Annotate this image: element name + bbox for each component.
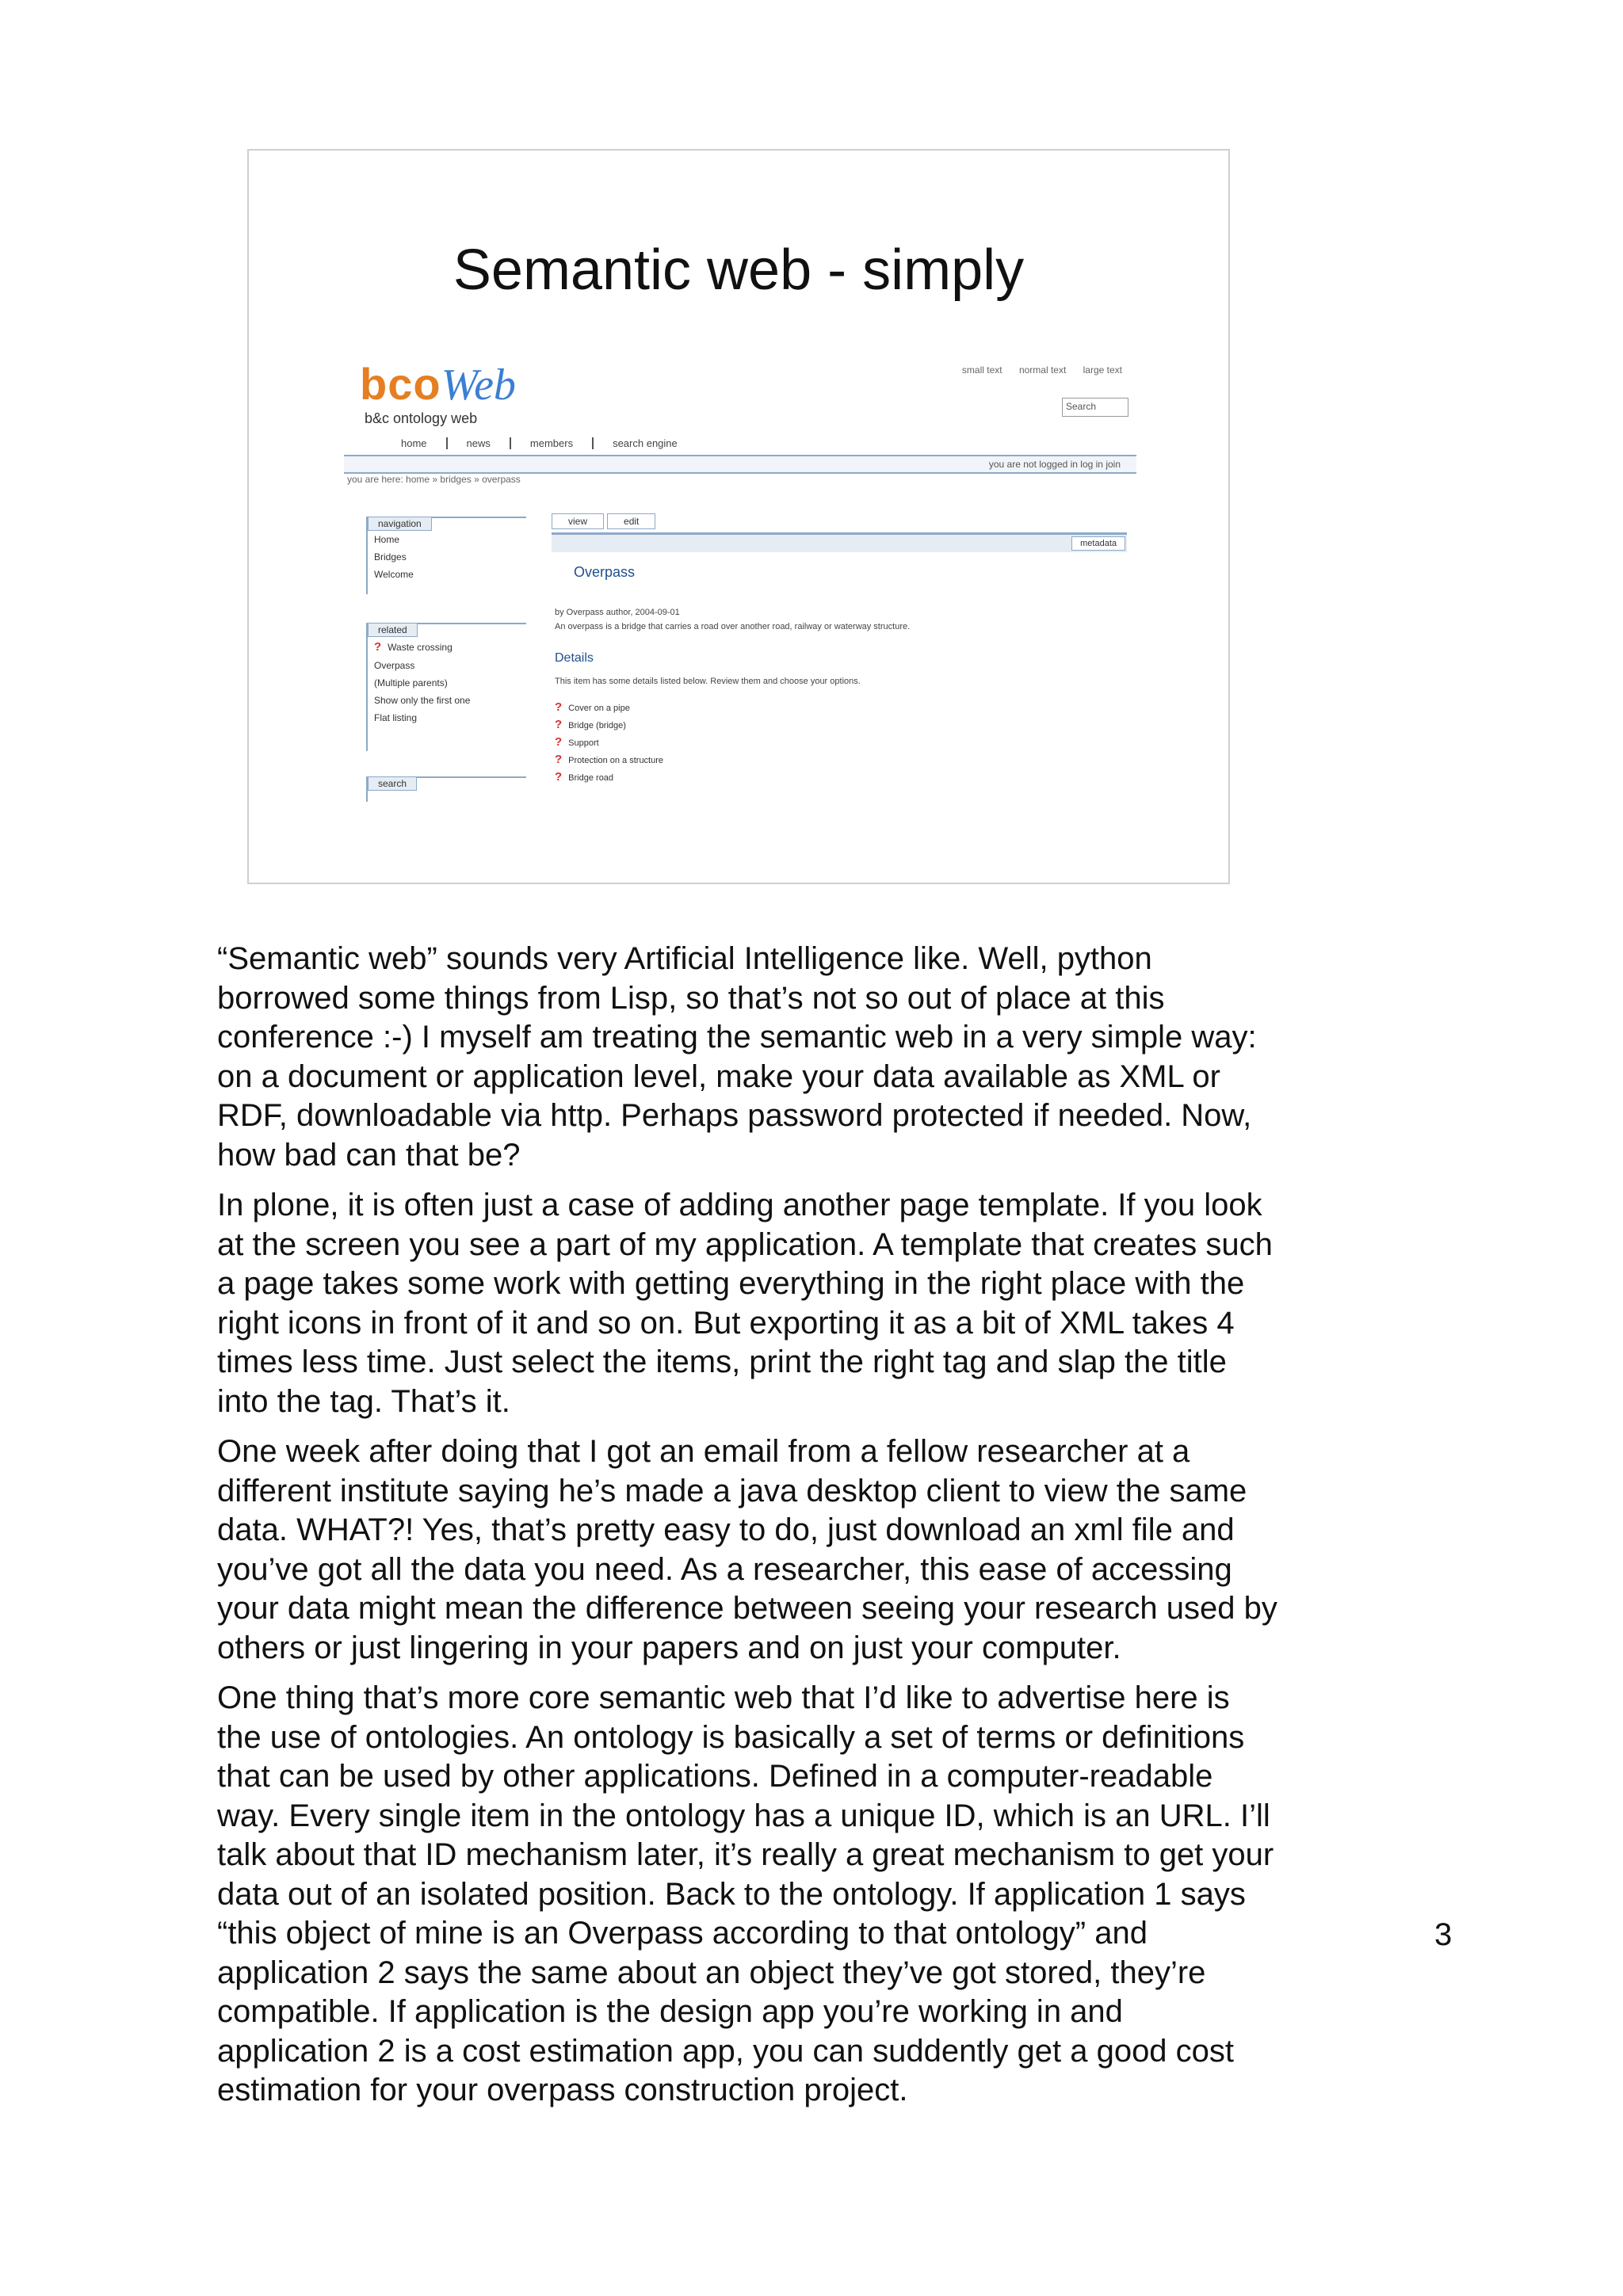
content-tabs	[552, 513, 655, 529]
paragraph: In plone, it is often just a case of adding another page template. If you look at the screen you see a part of my application. A template that creates such a page takes some work with getting everything in the right place with the right icons in front of it and so on. But exporting it as a bit of XML takes 4 times less time. Just select the items, print the right tag and slap the title into the tag. That’s it.	[217, 1188, 1273, 1419]
search-portlet	[366, 776, 526, 802]
slide-frame	[247, 149, 1230, 884]
question-icon: ?	[555, 753, 563, 766]
breadcrumb: you are here: home » bridges » overpass	[347, 474, 521, 485]
embedded-screenshot	[344, 358, 1136, 846]
question-icon: ?	[555, 700, 563, 714]
logo-bco-text: bco	[360, 359, 441, 409]
nav-tab-search[interactable]: search engine	[613, 437, 678, 449]
portlet-item[interactable]: ? Waste crossing	[374, 640, 453, 654]
nav-tab-news[interactable]: news	[448, 437, 511, 449]
content-desc-text: An overpass is a bridge that carries a road over another road, railway or waterway structure.	[555, 622, 911, 631]
portlet-header: search	[368, 776, 417, 791]
notes-body	[217, 940, 1279, 2122]
portlet-item[interactable]: Overpass	[374, 660, 415, 671]
paragraph: One thing that’s more core semantic web that I’d like to advertise here is the use of ontologies. An ontology is basically a set of terms or definitions that can be used by other applications. Defined in a computer-readable way. Every single item in the ontology has a unique ID, which is an URL. I’ll talk about that ID mechanism later, it’s really a great mechanism to get your data out of an isolated position. Back to the ontology. If application 1 says “this object of mine is an Overpass according to that ontology” and application 2 says the same about an object they’ve got stored, they’re compatible. If application is the design app you’re working in and application 2 is a cost estimation app, you can suddently get a good cost estimation for your overpass construction project.	[217, 1680, 1274, 2107]
portlet-item[interactable]: Welcome	[374, 569, 414, 580]
portlet-header: related	[368, 623, 418, 637]
nav-tab-home[interactable]: home	[382, 437, 448, 449]
portlet-item[interactable]: Flat listing	[374, 712, 418, 723]
content-title: Overpass	[574, 564, 636, 580]
search-button[interactable]: Search	[1062, 398, 1128, 417]
metadata-button[interactable]: metadata	[1071, 536, 1125, 551]
portlet-item[interactable]: Home	[374, 534, 400, 545]
question-icon: ?	[555, 718, 563, 731]
bcoweb-logo	[360, 358, 516, 410]
related-portlet	[366, 623, 526, 751]
nav-tab-members[interactable]: members	[511, 437, 594, 449]
logo-subtitle: b&c ontology web	[365, 410, 478, 426]
portlet-item[interactable]: Bridges	[374, 551, 407, 563]
logo-web-text: Web	[441, 360, 516, 410]
list-item[interactable]: ? Protection on a structure	[555, 753, 664, 766]
text-size-link[interactable]: small text	[961, 364, 1002, 376]
list-item[interactable]: ? Support	[555, 735, 599, 749]
text-size-link[interactable]: large text	[1083, 364, 1122, 376]
content-description	[555, 605, 1109, 634]
details-heading: Details	[555, 651, 594, 665]
list-item[interactable]: ? Bridge road	[555, 770, 614, 784]
content-meta: by Overpass author, 2004-09-01	[555, 608, 680, 617]
navigation-portlet	[366, 517, 526, 594]
portlet-header: navigation	[368, 517, 432, 531]
site-nav	[382, 437, 697, 449]
text-size-link[interactable]: normal text	[1018, 364, 1067, 376]
paragraph: One week after doing that I got an email from a fellow researcher at a different institute saying he’s made a java desktop client to view the same data. WHAT?! Yes, that’s pretty easy to do, just download an xml file and you’ve got all the data you need. As a researcher, this ease of accessing your data might mean the difference between seeing your research used by others or just lingering in your papers and on just your computer.	[217, 1434, 1277, 1665]
portlet-item[interactable]: Show only the first one	[374, 695, 471, 706]
list-item[interactable]: ? Bridge (bridge)	[555, 718, 626, 731]
details-note: This item has some details listed below. Review them and choose your options.	[555, 677, 861, 686]
user-bar: you are not logged in log in join	[344, 455, 1136, 474]
question-icon: ?	[555, 735, 563, 749]
relations-list	[555, 699, 663, 786]
slide-title: Semantic web - simply	[453, 238, 1025, 302]
page-number: 3	[1434, 1917, 1453, 1952]
tab-edit[interactable]: edit	[607, 513, 655, 529]
question-icon: ?	[555, 770, 563, 784]
question-icon: ?	[374, 640, 382, 654]
portlet-item: (Multiple parents)	[374, 677, 448, 688]
content-bar	[552, 532, 1127, 552]
tab-view[interactable]: view	[552, 513, 604, 529]
list-item[interactable]: ? Cover on a pipe	[555, 700, 630, 714]
paragraph: “Semantic web” sounds very Artificial Intelligence like. Well, python borrowed some things from Lisp, so that’s not so out of place at this conference :-) I myself am treating the semantic web in a very simple way: on a document or application level, make your data available as XML or RDF, downloadable via http. Perhaps password protected if needed. Now, how bad can that be?	[217, 941, 1257, 1173]
text-size-links	[948, 364, 1122, 376]
